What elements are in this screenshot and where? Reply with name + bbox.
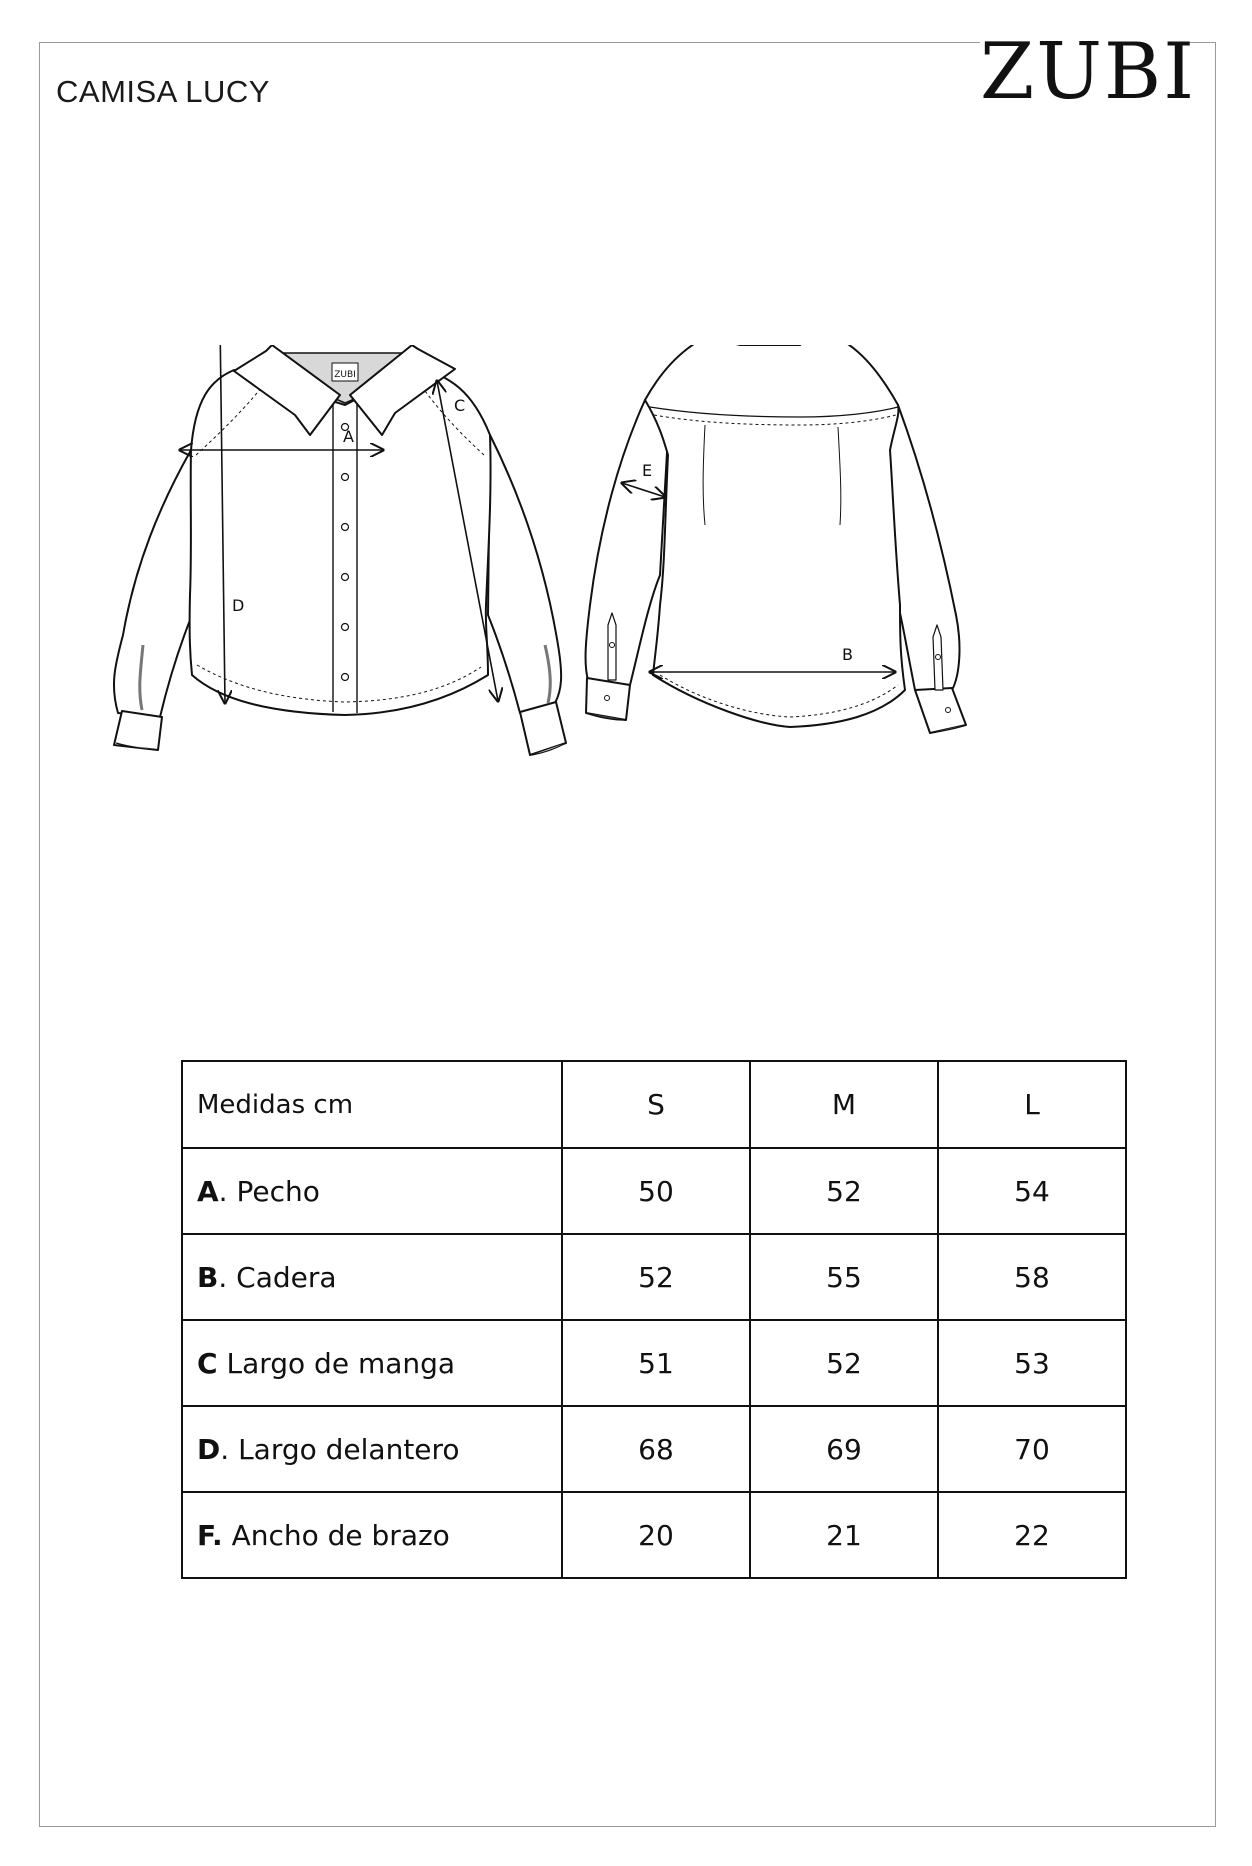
row-separator: . xyxy=(220,1432,239,1466)
value-s: 20 xyxy=(562,1492,750,1578)
row-separator: . xyxy=(218,1260,237,1294)
value-m: 21 xyxy=(750,1492,938,1578)
brand-logo xyxy=(980,27,1197,117)
header-size-s: S xyxy=(562,1061,750,1148)
back-body xyxy=(645,345,905,727)
collar-tag-text: ZUBI xyxy=(334,370,356,380)
back-right-cuff xyxy=(915,688,966,733)
row-separator: . xyxy=(218,1174,237,1208)
row-label xyxy=(182,1320,562,1406)
value-m: 52 xyxy=(750,1148,938,1234)
value-m: 69 xyxy=(750,1406,938,1492)
brand-logo-text: ZUBI xyxy=(980,27,1197,117)
header-size-m: M xyxy=(750,1061,938,1148)
value-s: 51 xyxy=(562,1320,750,1406)
row-name: Ancho de brazo xyxy=(231,1518,450,1552)
row-letter: C xyxy=(197,1346,218,1380)
measure-a-label: A xyxy=(343,427,354,446)
header-size-l: L xyxy=(938,1061,1126,1148)
shirt-front-view xyxy=(114,345,566,755)
row-label xyxy=(182,1406,562,1492)
row-letter: D xyxy=(197,1432,221,1466)
table-row xyxy=(182,1148,1126,1234)
product-title: CAMISA LUCY xyxy=(56,74,270,109)
value-l: 53 xyxy=(938,1320,1126,1406)
table-row xyxy=(182,1406,1126,1492)
row-name: Cadera xyxy=(236,1260,337,1294)
row-name: Pecho xyxy=(236,1174,320,1208)
row-label xyxy=(182,1234,562,1320)
value-s: 50 xyxy=(562,1148,750,1234)
row-letter: B xyxy=(197,1260,219,1294)
row-letter: A xyxy=(197,1174,219,1208)
value-m: 55 xyxy=(750,1234,938,1320)
measure-d-label: D xyxy=(232,596,245,615)
table-row xyxy=(182,1234,1126,1320)
value-s: 52 xyxy=(562,1234,750,1320)
value-l: 58 xyxy=(938,1234,1126,1320)
measure-b-label: B xyxy=(842,645,853,664)
value-s: 68 xyxy=(562,1406,750,1492)
value-l: 70 xyxy=(938,1406,1126,1492)
row-label xyxy=(182,1148,562,1234)
value-m: 52 xyxy=(750,1320,938,1406)
measure-c-label: C xyxy=(454,396,466,415)
back-left-sleeve xyxy=(586,400,668,685)
front-body xyxy=(190,367,491,715)
table-row xyxy=(182,1320,1126,1406)
value-l: 22 xyxy=(938,1492,1126,1578)
row-name: Largo delantero xyxy=(238,1432,460,1466)
header-measures: Medidas cm xyxy=(182,1061,562,1148)
measure-e-label: E xyxy=(642,461,653,480)
row-separator xyxy=(223,1519,232,1552)
size-table xyxy=(181,1060,1127,1579)
table-row xyxy=(182,1492,1126,1578)
row-name: Largo de manga xyxy=(226,1346,456,1380)
value-l: 54 xyxy=(938,1148,1126,1234)
front-left-sleeve xyxy=(114,450,192,717)
size-table-header xyxy=(182,1061,1126,1148)
shirt-back-view xyxy=(586,345,966,733)
row-letter: F. xyxy=(197,1518,223,1552)
row-label xyxy=(182,1492,562,1578)
shirt-technical-drawing xyxy=(100,345,1180,885)
